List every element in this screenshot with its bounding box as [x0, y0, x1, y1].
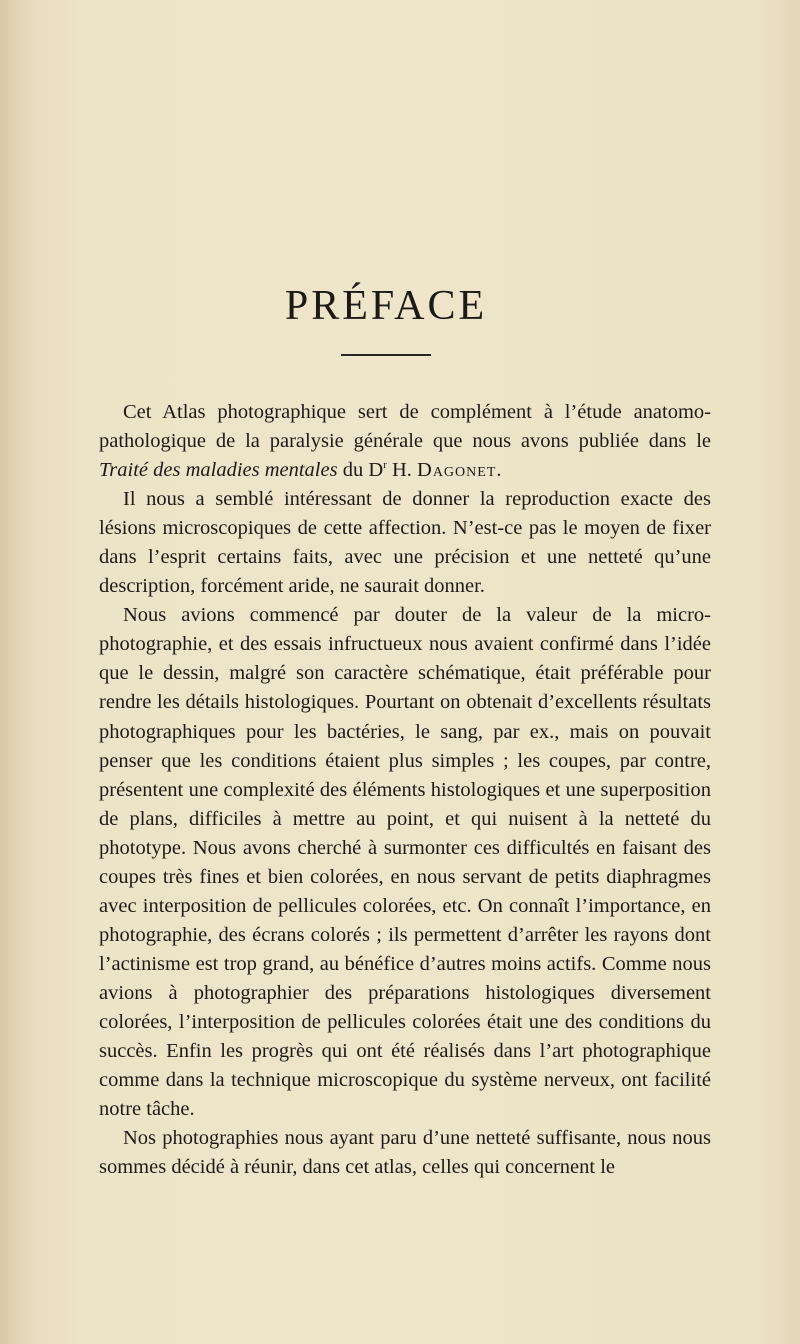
book-title-italic: Traité des maladies mentales [99, 459, 338, 482]
text-segment: Nous avions commencé par douter de la valeur de la micro-photographie, et des essais infructueux nous avaient confirmé dans l’idée que le dessin, malgré son caractère schématique, était préférable pour rendre les détails histologiques. Pourtant on obtenait d’excellents résultats photographiques pour les bactéries, le sang, par ex., mais on pouvait penser que les conditions étaient plus simples ; les coupes, par contre, présentent une complexité des éléments histologiques et une superposition de plans, difficiles à mettre au point, et qui nuisent à la netteté du phototype. Nous avons cherché à surmonter ces difficultés en faisant des coupes très fines et bien colorées, en nous servant de petits diaphragmes avec interposition de pellicules colorées, etc. On connaît l’importance, en photographie, des écrans colorés ; ils permettent d’arrêter les rayons dont l’actinisme est trop grand, au bénéfice d’autres moins actifs. Comme nous avions à photographier des préparations histologiques diversement colorées, l’interposition de pellicules colorées était une des conditions du succès. Enfin les progrès qui ont été réalisés dans l’art photographique comme dans la technique microscopique du système nerveux, ont facilité notre tâche. [99, 604, 711, 1121]
text-segment: H. [386, 459, 418, 482]
paragraph-2 [99, 485, 711, 601]
text-segment: Nos photographies nous ayant paru d’une netteté suffisante, nous nous sommes décidé à réunir, dans cet atlas, celles qui concernent le [99, 1127, 711, 1179]
text-segment: Cet Atlas photographique sert de complément à l’étude anatomo-pathologique de la paralysie générale que nous avons publiée dans le [99, 401, 711, 453]
title-divider [341, 354, 431, 356]
paragraph-4 [99, 1124, 711, 1182]
paragraph-3 [99, 601, 711, 1124]
text-segment: du D [337, 459, 384, 482]
text-segment: Il nous a semblé intéressant de donner la reproduction exacte des lésions microscopiques de cette affection. N’est-ce pas le moyen de fixer dans l’esprit certains faits, avec une précision et une netteté qu’une description, forcément aride, ne saurait donner. [99, 488, 711, 598]
text-segment: . [496, 459, 502, 482]
paragraph-1 [99, 398, 711, 485]
superscript: r [383, 459, 387, 472]
author-name: Dagonet [417, 459, 497, 482]
preface-body [99, 398, 711, 1182]
page-title: PRÉFACE [284, 283, 488, 329]
